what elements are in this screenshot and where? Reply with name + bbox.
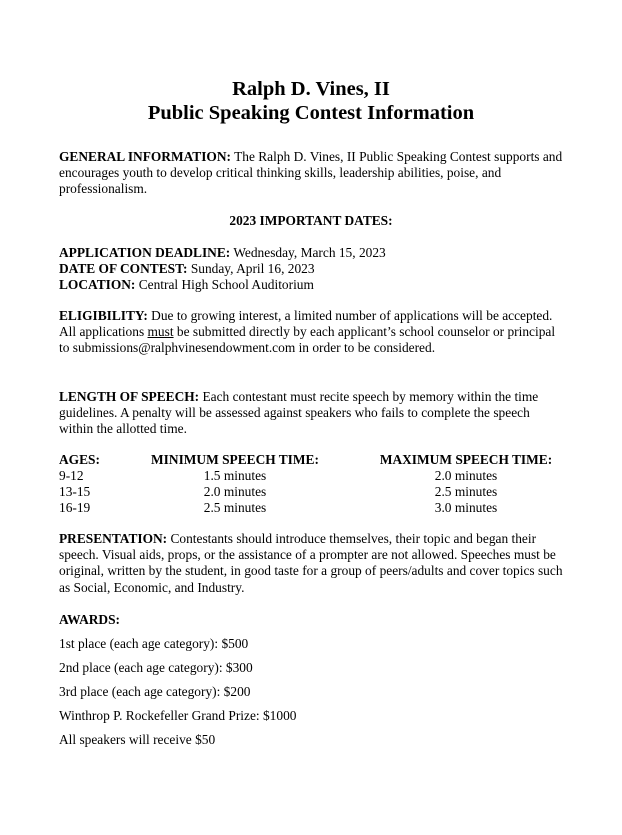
eligibility-paragraph [59,308,563,357]
presentation-paragraph [59,531,563,596]
award-item: All speakers will receive $50 [59,732,216,747]
eligibility-text-end: be submitted directly by each applicant’s school counselor or principal to submissions@ralphvinesendowment.com in order to be considered. [59,324,556,356]
ages-column-header: AGES: [59,452,100,467]
presentation-text: Contestants should introduce themselves, their topic and began their speech. Visual aids, props, or the assistance of a prompter are not allowed. Speeches must be original, written by the student, in good taste for a group of peers/adults and cover topics such as Social, Economic, and Industry. [59,531,563,595]
title-line-subtitle: Public Speaking Contest Information [147,102,475,124]
maximum-time-cell: 2.0 minutes [434,468,498,483]
contest-date-label: DATE OF CONTEST: [59,261,188,276]
age-cell: 9-12 [59,468,84,483]
page-title [59,77,563,125]
age-cell: 16-19 [59,500,91,515]
minimum-time-column-header: MINIMUM SPEECH TIME: [151,452,319,467]
contest-date-line [59,261,563,277]
awards-heading: AWARDS: [59,612,121,627]
minimum-time-cell: 2.0 minutes [203,484,267,499]
speech-time-table [59,452,563,516]
location-line [59,277,563,293]
important-dates-heading: 2023 IMPORTANT DATES: [229,213,393,228]
maximum-time-cell: 2.5 minutes [434,484,498,499]
general-information-paragraph [59,149,563,198]
length-of-speech-paragraph [59,389,563,438]
location-label: LOCATION: [59,277,136,292]
application-deadline-line [59,245,563,261]
award-item: 2nd place (each age category): $300 [59,660,253,675]
application-deadline-value: Wednesday, March 15, 2023 [230,245,386,260]
speech-time-table-header [59,452,563,468]
table-row [59,500,563,516]
table-row [59,484,563,500]
title-line-name: Ralph D. Vines, II [232,78,390,100]
minimum-time-cell: 1.5 minutes [203,468,267,483]
award-item: 1st place (each age category): $500 [59,636,249,651]
presentation-label: PRESENTATION: [59,531,168,546]
length-of-speech-label: LENGTH OF SPEECH: [59,389,200,404]
minimum-time-cell: 2.5 minutes [203,500,267,515]
length-of-speech-text: Each contestant must recite speech by memory within the time guidelines. A penalty will be assessed against speakers who fails to complete the speech within the allotted time. [59,389,539,437]
eligibility-label: ELIGIBILITY: [59,308,148,323]
general-information-label: GENERAL INFORMATION: [59,149,231,164]
eligibility-text-start: Due to growing interest, a limited number of applications will be accepted. All applications [59,308,553,340]
general-information-text: The Ralph D. Vines, II Public Speaking Contest supports and encourages youth to develop critical thinking skills, leadership abilities, poise, and professionalism. [59,149,563,197]
table-row [59,468,563,484]
award-item: Winthrop P. Rockefeller Grand Prize: $1000 [59,708,297,723]
award-item: 3rd place (each age category): $200 [59,684,251,699]
location-value: Central High School Auditorium [135,277,314,292]
eligibility-must-emphasis: must [147,324,174,340]
contest-date-value: Sunday, April 16, 2023 [187,261,315,276]
age-cell: 13-15 [59,484,91,499]
maximum-time-column-header: MAXIMUM SPEECH TIME: [379,452,553,467]
application-deadline-label: APPLICATION DEADLINE: [59,245,231,260]
maximum-time-cell: 3.0 minutes [434,500,498,515]
